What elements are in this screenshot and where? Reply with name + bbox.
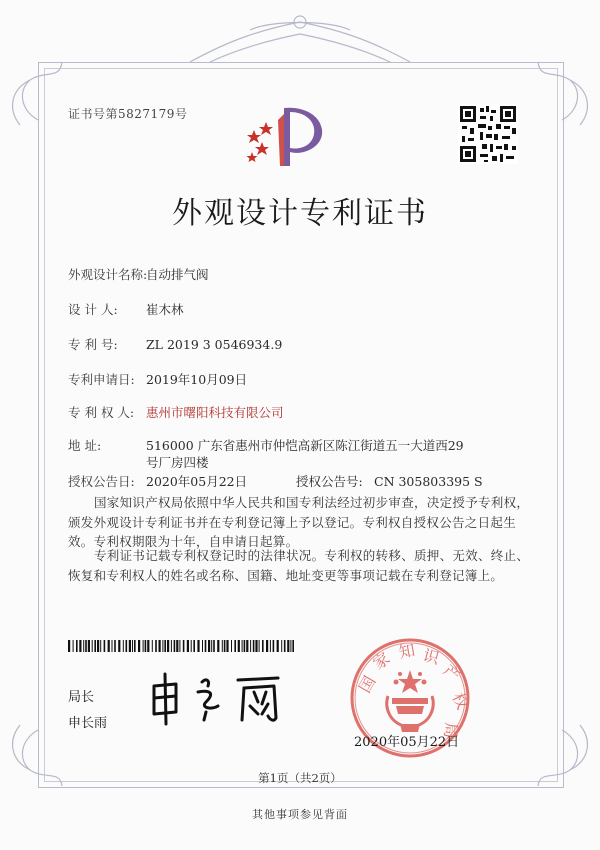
svg-text:权: 权 <box>448 689 472 713</box>
patent-number-label: 专 利 号: <box>68 337 118 352</box>
director-title: 局长 <box>68 690 95 705</box>
barcode <box>68 640 298 652</box>
filing-date-label: 专利申请日: <box>68 372 135 387</box>
svg-text:国: 国 <box>355 672 380 696</box>
design-name-label: 外观设计名称: <box>68 267 148 282</box>
designer-row <box>68 300 184 318</box>
certificate-title: 外观设计专利证书 <box>172 196 428 231</box>
address-label: 地 址: <box>68 438 102 453</box>
grant-date-label: 授权公告日: <box>68 474 135 489</box>
page-indicator: 第1页（共2页） <box>258 771 342 785</box>
seal-date: 2020年05月22日 <box>354 735 460 750</box>
filing-date-row <box>68 370 247 388</box>
qr-code-icon <box>458 104 518 164</box>
cnipa-logo-icon <box>244 100 334 172</box>
svg-text:局: 局 <box>440 721 461 740</box>
director-signature <box>146 668 296 728</box>
designer-label: 设 计 人: <box>68 302 118 317</box>
designer-value: 崔木林 <box>146 302 184 317</box>
svg-text:识: 识 <box>420 645 442 669</box>
patentee-label: 专 利 权 人: <box>68 405 135 420</box>
body-paragraph-1: 国家知识产权局依照中华人民共和国专利法经过初步审查，决定授予专利权，颁发外观设计专利证书并在专利登记簿上予以登记。专利权自授权公告之日起生效。专利权期限为十年，自申请日起算。 <box>68 495 530 549</box>
address-line1: 516000 广东省惠州市仲恺高新区陈江街道五一大道西29 <box>146 438 464 453</box>
grant-row <box>68 472 483 490</box>
svg-text:产: 产 <box>439 660 464 686</box>
certificate-number: 证书号第5827179号 <box>68 107 188 121</box>
body-paragraph-2: 专利证书记载专利权登记时的法律状况。专利权的转移、质押、无效、终止、恢复和专利权人的姓名或名称、国籍、地址变更等事项记载在专利登记簿上。 <box>68 548 530 583</box>
footer-note: 其他事项参见背面 <box>252 808 348 821</box>
filing-date-value: 2019年10月09日 <box>146 372 248 387</box>
patent-number-value: ZL 2019 3 0546934.9 <box>146 337 283 352</box>
design-name-value: 自动排气阀 <box>146 267 209 282</box>
patentee-row <box>68 403 284 421</box>
patentee-value: 惠州市曙阳科技有限公司 <box>146 405 284 420</box>
address-line2: 号厂房四楼 <box>146 455 209 470</box>
grant-number-label: 授权公告号: <box>296 474 363 489</box>
patent-number-row <box>68 335 282 353</box>
address-row <box>68 436 464 454</box>
director-name: 申长雨 <box>68 716 108 731</box>
svg-text:家: 家 <box>369 648 394 674</box>
grant-number-value: CN 305803395 S <box>374 474 483 489</box>
svg-text:知: 知 <box>397 640 417 662</box>
design-name-row <box>68 265 209 283</box>
address-line2-row <box>146 453 209 471</box>
grant-date-value: 2020年05月22日 <box>146 474 248 489</box>
